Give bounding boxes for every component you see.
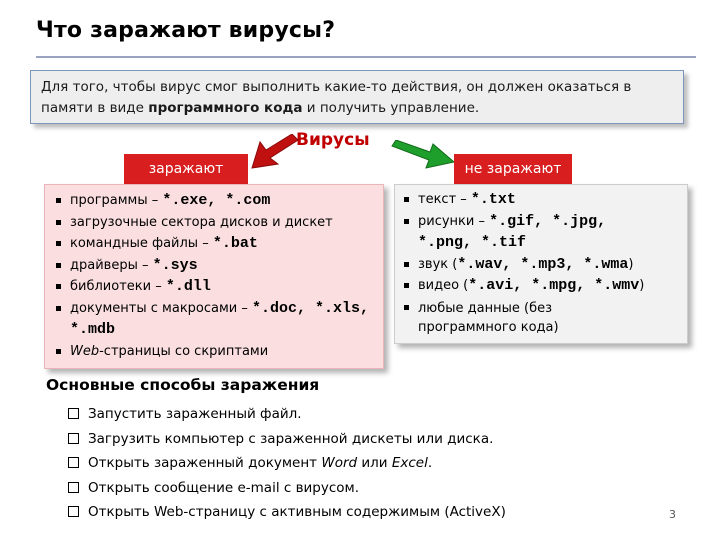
- list-item-text: программы –: [70, 193, 163, 208]
- infected-list: [48, 190, 388, 362]
- list-item: [396, 297, 648, 337]
- list-item-text: Открыть зараженный документ: [88, 455, 322, 471]
- list-item-extension: *.avi, *.mpg, *.wmv: [468, 277, 640, 294]
- methods-heading: Основные способы заражения: [46, 376, 320, 394]
- list-item-italic: Web: [70, 343, 100, 359]
- list-item-text: звук (: [418, 256, 458, 272]
- list-item-extension: *.exe, *.com: [162, 192, 271, 209]
- list-item-extension: *.wav, *.mp3, *.wma: [457, 255, 629, 273]
- list-item: [48, 276, 388, 298]
- word-label: Word: [321, 455, 358, 471]
- list-item: [48, 255, 388, 277]
- list-item-text: текст –: [418, 192, 471, 207]
- list-item-text: любые данные (без программного кода): [418, 300, 559, 335]
- list-item: [396, 211, 648, 254]
- list-item-text-end: ): [628, 256, 634, 272]
- list-item-extension: *.dll: [165, 278, 211, 295]
- page-title: Что заражают вирусы?: [36, 18, 336, 43]
- not-infected-list: [396, 189, 692, 337]
- list-item-text-mid: или: [357, 455, 392, 471]
- list-item-extension: *.sys: [152, 256, 198, 274]
- list-item: Открыть Web-страницу с активным содержимым (ActiveX): [66, 500, 506, 525]
- list-item: Запустить зараженный файл.: [66, 402, 506, 427]
- list-item-text: рисунки –: [418, 213, 490, 229]
- list-item-extension: *.txt: [470, 191, 516, 208]
- intro-text-bold: программного кода: [148, 100, 303, 116]
- list-item: [48, 341, 388, 363]
- list-item-text: -страницы со скриптами: [99, 343, 269, 359]
- list-item-extension: *.doc, *.xls, *.mdb: [70, 299, 370, 338]
- list-item: [66, 451, 506, 476]
- list-item-text: библиотеки –: [70, 279, 166, 294]
- viruses-label: Вирусы: [296, 130, 370, 150]
- not-infects-label: не заражают: [454, 154, 572, 184]
- list-item: Загрузить компьютер с зараженной дискеты или диска.: [66, 427, 506, 452]
- list-item-text: драйверы –: [70, 257, 153, 273]
- list-item-text: документы с макросами –: [70, 300, 253, 316]
- infects-label: заражают: [124, 154, 248, 184]
- list-item: [48, 298, 370, 341]
- intro-box: [30, 70, 684, 124]
- list-item-extension: *.gif, *.jpg, *.png, *.tif: [418, 212, 607, 251]
- page-number: 3: [669, 508, 676, 521]
- list-item-extension: *.bat: [212, 235, 258, 252]
- intro-text: [41, 77, 673, 119]
- list-item: Открыть сообщение e-mail с вирусом.: [66, 476, 506, 501]
- list-item: [48, 212, 388, 234]
- list-item: [396, 254, 692, 276]
- excel-label: Excel: [391, 455, 428, 471]
- list-item-text-end: ): [639, 278, 645, 293]
- list-item: [48, 233, 388, 255]
- intro-text-start: Для того, чтобы вирус смог выполнить какие-то действия, он должен оказаться в памяти в виде: [41, 79, 632, 116]
- list-item-text-end: .: [427, 455, 433, 471]
- title-underline: [36, 56, 696, 58]
- red-arrow-icon: [248, 134, 300, 174]
- intro-text-end: и получить управление.: [302, 100, 480, 116]
- list-item: [396, 189, 692, 211]
- list-item: [48, 190, 388, 212]
- list-item-text: видео (: [418, 278, 469, 293]
- list-item-text: командные файлы –: [70, 236, 213, 251]
- list-item-text: загрузочные сектора дисков и дискет: [70, 214, 333, 230]
- methods-list: [66, 402, 506, 525]
- green-arrow-icon: [390, 140, 456, 172]
- list-item: [396, 275, 692, 297]
